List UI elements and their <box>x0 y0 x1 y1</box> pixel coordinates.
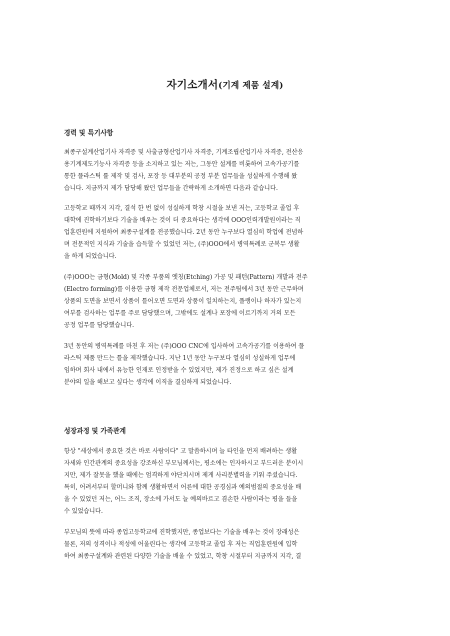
text-line: 특히, 어려서부터 할머니와 함께 생활하면서 어른에 대한 공경심과 예의범절의 중요성을 배 <box>64 484 302 491</box>
text-line: 통한 플라스틱 률 제작 및 검사, 포장 등 대부분의 공정 부분 업무들을 성실하게 수행해 왔 <box>64 173 298 180</box>
paragraph-background-education <box>64 527 391 563</box>
text-line: 울 수 있었던 저는, 어느 조직, 장소에 가서도 늘 예의바르고 겸손한 사람이라는 평을 들을 <box>64 496 298 503</box>
text-line: 상품의 도면을 보면서 상품이 틀어오면 도면과 상품이 일치하는지, 플랭이나 하자가 있는지 <box>64 298 302 305</box>
text-line: 수 있었습니다. <box>64 508 103 515</box>
text-line: 지만, 제가 잘못을 했을 때에는 엄격하게 야단치시며 제게 사리분별력을 키워 주셨습니다. <box>64 472 298 479</box>
text-line: 대학에 진학하기보다 기술을 배우는 것이 더 중요하다는 생각에 OOO인력개발원이라는 직 <box>64 217 301 224</box>
text-line: (주)OOO는 금형(Mold) 및 각종 부품의 엣칭(Etching) 가공 및 패턴(Pattern) 개발과 전주 <box>64 274 308 281</box>
paragraph-background-family <box>64 446 391 518</box>
text-line: (Electro forming)를 이용한 금형 제작 전문업체로서, 저는 전주팀에서 3년 동안 근무하며 <box>64 286 304 293</box>
text-line: 항상 "세상에서 중요한 것은 바로 사람이다" 고 말씀하시며 늘 타인을 먼저 배려하는 생활 <box>64 448 298 455</box>
text-line: 을 하게 되었습니다. <box>64 253 117 260</box>
paragraph-career-intro <box>64 147 391 195</box>
title-text: 자기소개서 <box>166 79 219 91</box>
text-line: 여부를 검사하는 업무를 주로 담당했으며, 그밖에도 설계나 포장에 이르기까지 거의 모든 <box>64 310 296 317</box>
text-line: 임하며 회사 내에서 유능한 인재로 인정받을 수 있었지만, 제가 진정으로 하고 싶은 설계 <box>64 367 294 374</box>
text-line: 고등학교 때까지 지각, 결석 한 번 없이 성실하게 학창 시절을 보낸 저는, 고등학교 졸업 후 <box>64 205 300 212</box>
text-line: 공정 업무를 담당했습니다. <box>64 322 135 329</box>
paragraph-career-education <box>64 203 391 263</box>
text-line: 업훈련원에 지원하여 최종구설계를 전공했습니다. 2년 동안 누구보다 열심히 학업에 전념하 <box>64 229 304 236</box>
paragraph-career-company1 <box>64 272 391 332</box>
text-line: 부모님의 뜻에 따라 종업고등학교에 진학했지만, 종업보다는 기술을 배우는 것이 장래성은 <box>64 529 300 536</box>
text-line: 자세와 인간관계의 중요성을 강조하신 부모님께서는, 평소에는 인자하시고 부드러운 분이시 <box>64 460 304 467</box>
text-line: 3년 동안의 병역특례를 마친 후 저는 (주)OOO CNC에 입사하여 고속가공기를 이용하여 플 <box>64 343 305 350</box>
text-line: 물론, 저의 성격이나 적성에 어울린다는 생각에 고등학교 졸업 후 저는 직업훈련원에 입학 <box>64 541 298 548</box>
section-heading-career: 경력 및 특기사항 <box>64 129 114 137</box>
title-subtitle: (기계 제품 설계) <box>218 81 284 91</box>
text-line: 습니다. 지금까지 제가 담당해 왔던 업무들을 간략하게 소개하면 다음과 같습니다. <box>64 185 278 192</box>
text-line: 며 전문적인 지식과 기술을 습득할 수 있었던 저는, (주)OOO에서 병역특례로 군복무 생활 <box>64 241 300 248</box>
text-line: 분야의 일을 해보고 싶다는 생각에 이직을 결심하게 되었습니다. <box>64 379 232 386</box>
text-line: 최종구설계산업기사 자격증 및 사출금형산업기사 자격증, 기계조립산업기사 자격증, 전산응 <box>64 149 304 156</box>
section-heading-background: 성장과정 및 가족관계 <box>64 427 126 435</box>
paragraph-career-company2 <box>64 341 391 389</box>
text-line: 하여 최종구설계와 관련된 다양한 기술을 배울 수 있었고, 학창 시절부터 지금까지 지각, 결 <box>64 553 302 560</box>
text-line: 용기계제도기능사 자격증 등을 소지하고 있는 저는, 그동안 설계를 비롯하여 고속가공기를 <box>64 161 300 168</box>
text-line: 라스틱 제품 만드는 틀을 제작했습니다. 지난 1년 동안 누구보다 열심히 성실하게 업무에 <box>64 355 296 362</box>
document-title <box>0 77 450 92</box>
